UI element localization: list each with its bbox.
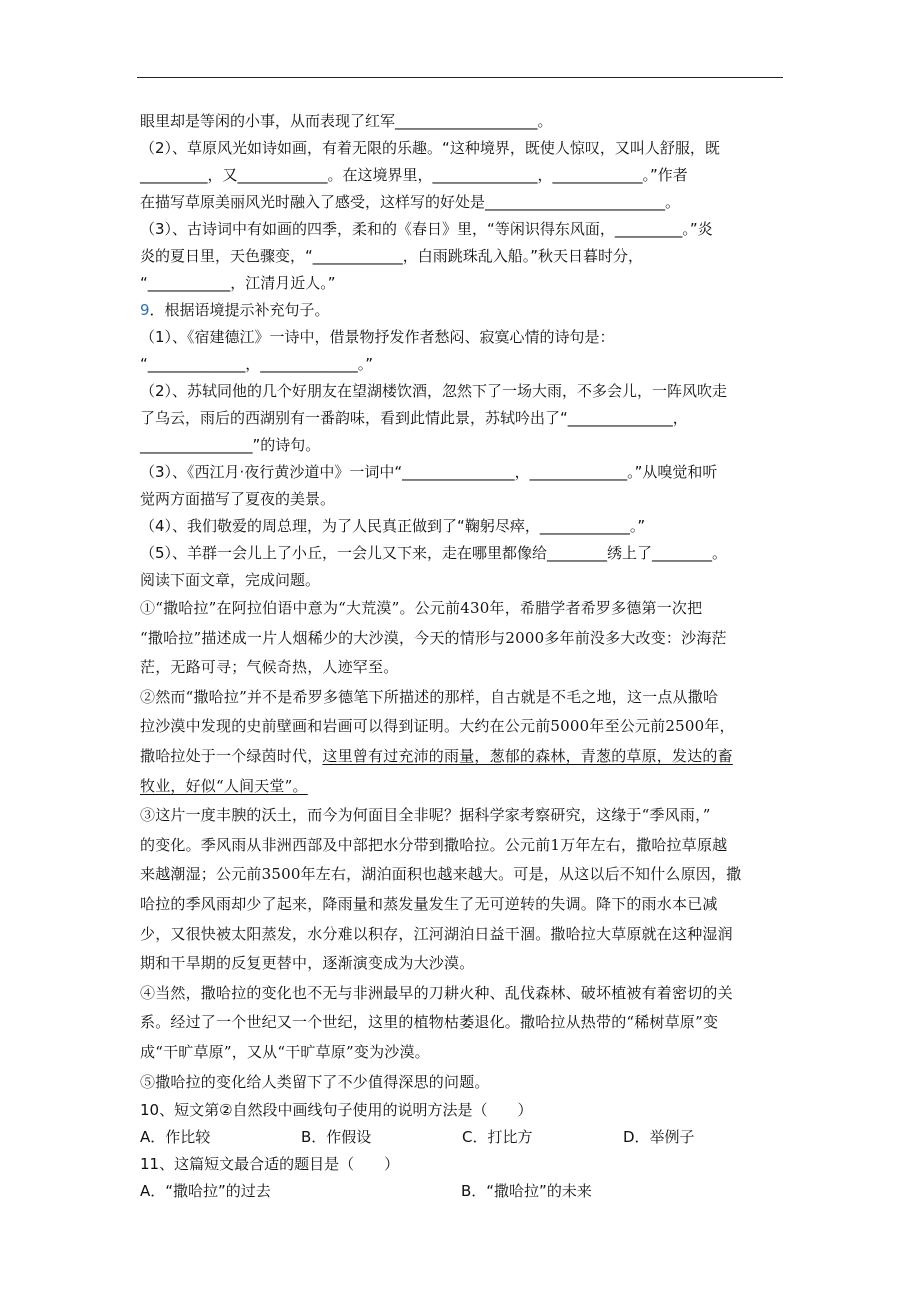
question-10 bbox=[140, 1097, 785, 1151]
text-line: （2）、草原风光如诗如画，有着无限的乐趣。“这种境界，既使人惊叹，又叫人舒服，既 bbox=[140, 139, 720, 157]
text-line: （3）、古诗词中有如画的四季，柔和的《春日》里，“等闲识得东风面，_________。”炎 bbox=[140, 220, 713, 238]
question-number: 9 bbox=[140, 301, 150, 319]
text-line: _______________”的诗句。 bbox=[140, 436, 321, 454]
question-9-title bbox=[140, 297, 785, 324]
text-line: 少，又很快被太阳蒸发，水分难以积存，江河湖泊日益干涸。撒哈拉大草原就在这种湿润 bbox=[140, 924, 733, 943]
passage-paragraph-5 bbox=[140, 1068, 785, 1098]
underlined-sentence: 这里曾有过充沛的雨量，葱郁的森林，青葱的草原，发达的畜 bbox=[322, 746, 733, 765]
text-line: 在描写草原美丽风光时融入了感受，这样写的好处是________________________。 bbox=[140, 193, 681, 211]
option-a: A．“撒哈拉”的过去 bbox=[140, 1182, 271, 1201]
text-line: 的变化。季风雨从非洲西部及中部把水分带到撒哈拉。公元前1万年左右，撒哈拉草原越 bbox=[140, 835, 728, 854]
text-line: 系。经过了一个世纪又一个世纪，这里的植物枯萎退化。撒哈拉从热带的“稀树草原”变 bbox=[140, 1013, 719, 1032]
q8-continuation bbox=[140, 108, 785, 297]
reading-passage bbox=[140, 594, 785, 1097]
options-row bbox=[140, 1124, 785, 1151]
passage-paragraph-4 bbox=[140, 979, 785, 1068]
text-line: 眼里却是等闲的小事，从而表现了红军___________________。 bbox=[140, 112, 553, 130]
text-line: _________，又____________。在这境界里，______________，____________。”作者 bbox=[140, 166, 688, 184]
passage-paragraph-1 bbox=[140, 594, 785, 683]
text-line: “撒哈拉”描述成一片人烟稀少的大沙漠，今天的情形与2000多年前没多大改变：沙海茫 bbox=[140, 628, 727, 647]
option-c: C．打比方 bbox=[462, 1128, 533, 1147]
text-line: 炎的夏日里，天色骤变，“____________，白雨跳珠乱入船。”秋天日暮时分， bbox=[140, 247, 644, 265]
text-line: ⑤撒哈拉的变化给人类留下了不少值得深思的问题。 bbox=[140, 1072, 490, 1091]
text-line bbox=[140, 742, 785, 772]
text-line: 觉两方面描写了夏夜的美景。 bbox=[140, 490, 336, 508]
text-line: 了乌云，雨后的西湖别有一番韵味，看到此情此景，苏轼吟出了“______________， bbox=[140, 409, 688, 427]
text-line: “___________，江清月近人。” bbox=[140, 274, 336, 292]
text-line: ①“撒哈拉”在阿拉伯语中意为“大荒漠”。公元前430年，希腊学者希罗多德第一次把 bbox=[140, 599, 703, 617]
text-line: 拉沙漠中发现的史前壁画和岩画可以得到证明。大约在公元前5000年至公元前2500年， bbox=[140, 717, 735, 736]
option-b: B．作假设 bbox=[301, 1128, 372, 1147]
question-stem: 10、短文第②自然段中画线句子使用的说明方法是（ ） bbox=[140, 1101, 533, 1120]
text-line: “_____________，_____________。” bbox=[140, 355, 374, 373]
passage-paragraph-3 bbox=[140, 801, 785, 979]
header-rule bbox=[137, 77, 783, 78]
option-b: B．“撒哈拉”的未来 bbox=[461, 1182, 592, 1201]
options-row bbox=[140, 1178, 785, 1205]
text-line: ②然而“撒哈拉”并不是希罗多德笔下所描述的那样，自古就是不毛之地，这一点从撒哈 bbox=[140, 687, 719, 706]
underlined-sentence: 牧业，好似“人间天堂”。 bbox=[140, 776, 308, 795]
text-line: 哈拉的季风雨却少了起来，降雨量和蒸发量发生了无可逆转的失调。降下的雨水本已减 bbox=[140, 894, 718, 913]
passage-paragraph-2 bbox=[140, 683, 785, 801]
text-line: 茫，无路可寻；气候奇热，人迹罕至。 bbox=[140, 658, 399, 677]
question-title: ．根据语境提示补充句子。 bbox=[149, 301, 330, 319]
question-9 bbox=[140, 297, 785, 594]
text-line: ③这片一度丰腴的沃土，而今为何面目全非呢？据科学家考察研究，这缘于“季风雨，” bbox=[140, 806, 711, 825]
document-content bbox=[140, 108, 785, 1205]
text-line: 成“干旷草原”，又从“干旷草原”变为沙漠。 bbox=[140, 1042, 430, 1061]
option-d: D．举例子 bbox=[623, 1128, 695, 1147]
text-line: 期和干旱期的反复更替中，逐渐演变成为大沙漠。 bbox=[140, 954, 475, 973]
plain-text: 撒哈拉处于一个绿茵时代， bbox=[140, 746, 323, 765]
question-11 bbox=[140, 1151, 785, 1205]
text-line: （5）、羊群一会儿上了小丘，一会儿又下来，走在哪里都像给________绣上了________。 bbox=[140, 544, 728, 562]
text-line: ④当然，撒哈拉的变化也不无与非洲最早的刀耕火种、乱伐森林、破坏植被有着密切的关 bbox=[140, 983, 733, 1002]
text-line: （1）、《宿建德江》一诗中，借景物抒发作者愁闷、寂寞心情的诗句是： bbox=[140, 328, 615, 346]
text-line: （2）、苏轼同他的几个好朋友在望湖楼饮酒，忽然下了一场大雨，不多会儿，一阵风吹走 bbox=[140, 382, 728, 400]
text-line bbox=[140, 772, 785, 802]
text-line: 阅读下面文章，完成问题。 bbox=[140, 571, 321, 589]
text-line: 来越潮湿；公元前3500年左右，湖泊面积也越来越大。可是，从这以后不知什么原因，撒 bbox=[140, 865, 742, 884]
question-stem: 11、这篇短文最合适的题目是（ ） bbox=[140, 1155, 400, 1174]
option-a: A．作比较 bbox=[140, 1128, 211, 1147]
text-line: （4）、我们敬爱的周总理，为了人民真正做到了“鞠躬尽瘁，____________。” bbox=[140, 517, 646, 535]
text-line: （3）、《西江月·夜行黄沙道中》一词中“_______________，_____________。”从嗅觉和听 bbox=[140, 463, 718, 481]
